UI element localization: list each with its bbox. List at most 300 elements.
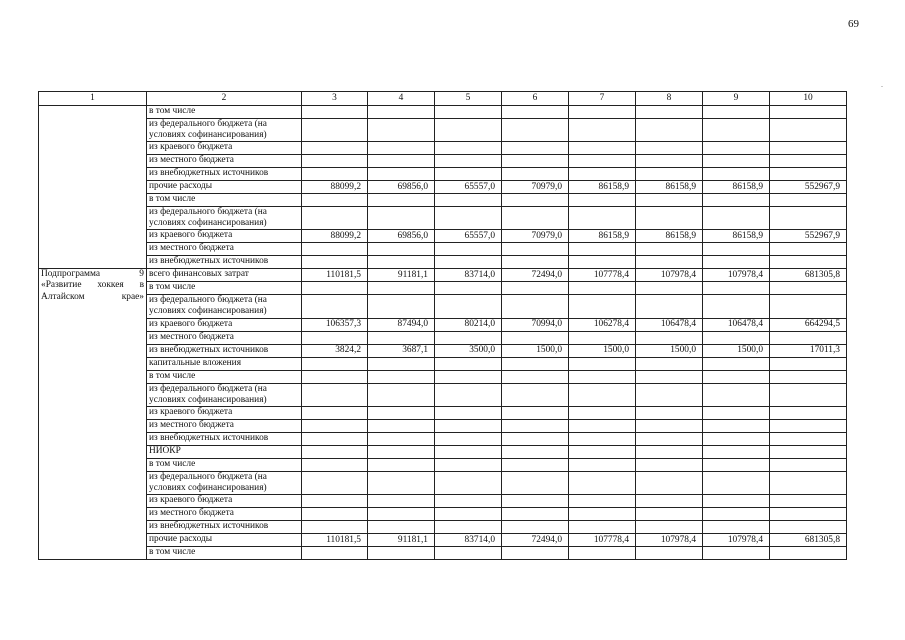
table-row xyxy=(39,445,847,458)
amount-cell xyxy=(770,432,847,445)
program-name-line: «Развитие хоккея в xyxy=(41,280,144,291)
amount-cell xyxy=(502,142,569,155)
amount-cell xyxy=(302,168,368,181)
amount-cell xyxy=(636,507,703,520)
amount-cell: 681305,8 xyxy=(770,533,847,546)
amount-cell: 1500,0 xyxy=(636,344,703,357)
expense-category-cell: в том числе xyxy=(147,282,302,295)
expense-category-cell: из внебюджетных источников xyxy=(147,168,302,181)
amount-cell xyxy=(636,295,703,318)
amount-cell xyxy=(368,546,435,559)
amount-cell: 106478,4 xyxy=(636,318,703,331)
amount-cell xyxy=(368,458,435,471)
amount-cell xyxy=(703,282,770,295)
table-row xyxy=(39,181,847,194)
amount-cell xyxy=(569,419,636,432)
amount-cell xyxy=(368,331,435,344)
amount-cell xyxy=(703,370,770,383)
expense-category-cell: из местного бюджета xyxy=(147,507,302,520)
amount-cell xyxy=(703,445,770,458)
amount-cell: 65557,0 xyxy=(435,230,502,243)
expense-category-cell: из краевого бюджета xyxy=(147,230,302,243)
expense-category-cell: из федерального бюджета (на условиях софинансирования) xyxy=(147,383,302,406)
amount-cell xyxy=(502,155,569,168)
amount-cell xyxy=(368,282,435,295)
amount-cell: 88099,2 xyxy=(302,181,368,194)
amount-cell xyxy=(770,142,847,155)
amount-cell xyxy=(368,419,435,432)
header-row xyxy=(39,92,847,106)
amount-cell xyxy=(636,207,703,230)
program-name-line: Подпрограмма 9 xyxy=(41,269,144,280)
amount-cell xyxy=(502,419,569,432)
expense-category-cell: из местного бюджета xyxy=(147,331,302,344)
amount-cell xyxy=(368,471,435,494)
table-row xyxy=(39,357,847,370)
amount-cell xyxy=(368,383,435,406)
amount-cell xyxy=(302,207,368,230)
amount-cell xyxy=(636,370,703,383)
program-name-line: Алтайском крае» xyxy=(41,291,144,302)
amount-cell xyxy=(569,207,636,230)
amount-cell xyxy=(703,546,770,559)
amount-cell xyxy=(703,419,770,432)
amount-cell: 664294,5 xyxy=(770,318,847,331)
amount-cell: 1500,0 xyxy=(703,344,770,357)
amount-cell xyxy=(435,256,502,269)
amount-cell xyxy=(435,471,502,494)
amount-cell xyxy=(569,106,636,119)
expense-category-cell: из местного бюджета xyxy=(147,155,302,168)
amount-cell xyxy=(569,243,636,256)
table-row xyxy=(39,419,847,432)
amount-cell xyxy=(302,458,368,471)
amount-cell xyxy=(502,520,569,533)
amount-cell xyxy=(703,383,770,406)
amount-cell xyxy=(368,432,435,445)
header-cell: 9 xyxy=(703,92,770,106)
amount-cell: 107978,4 xyxy=(636,269,703,282)
table-row xyxy=(39,106,847,119)
table-row xyxy=(39,546,847,559)
amount-cell xyxy=(368,243,435,256)
amount-cell xyxy=(302,331,368,344)
amount-cell xyxy=(636,168,703,181)
amount-cell xyxy=(435,142,502,155)
amount-cell xyxy=(770,331,847,344)
amount-cell xyxy=(703,432,770,445)
amount-cell xyxy=(302,155,368,168)
amount-cell xyxy=(435,432,502,445)
amount-cell xyxy=(636,282,703,295)
amount-cell xyxy=(569,520,636,533)
amount-cell: 552967,9 xyxy=(770,230,847,243)
amount-cell xyxy=(770,282,847,295)
amount-cell xyxy=(502,168,569,181)
amount-cell: 107978,4 xyxy=(703,533,770,546)
amount-cell xyxy=(435,155,502,168)
amount-cell xyxy=(502,119,569,142)
amount-cell: 3824,2 xyxy=(302,344,368,357)
amount-cell xyxy=(636,458,703,471)
header-cell: 10 xyxy=(770,92,847,106)
amount-cell xyxy=(435,419,502,432)
amount-cell: 83714,0 xyxy=(435,269,502,282)
amount-cell xyxy=(502,458,569,471)
table-row xyxy=(39,243,847,256)
amount-cell xyxy=(435,282,502,295)
table-row xyxy=(39,194,847,207)
amount-cell xyxy=(368,520,435,533)
amount-cell xyxy=(770,295,847,318)
amount-cell xyxy=(368,168,435,181)
amount-cell xyxy=(636,432,703,445)
amount-cell xyxy=(368,445,435,458)
amount-cell xyxy=(770,155,847,168)
amount-cell xyxy=(703,207,770,230)
table-row xyxy=(39,344,847,357)
amount-cell xyxy=(636,494,703,507)
amount-cell xyxy=(368,370,435,383)
expense-category-cell: в том числе xyxy=(147,458,302,471)
amount-cell xyxy=(502,282,569,295)
expense-category-cell: прочие расходы xyxy=(147,181,302,194)
amount-cell xyxy=(302,106,368,119)
amount-cell xyxy=(435,383,502,406)
amount-cell xyxy=(703,155,770,168)
amount-cell xyxy=(435,546,502,559)
amount-cell xyxy=(502,357,569,370)
amount-cell xyxy=(302,383,368,406)
amount-cell xyxy=(770,520,847,533)
table-row xyxy=(39,458,847,471)
amount-cell xyxy=(703,458,770,471)
amount-cell xyxy=(703,168,770,181)
amount-cell xyxy=(703,507,770,520)
amount-cell xyxy=(502,494,569,507)
expense-category-cell: из внебюджетных источников xyxy=(147,432,302,445)
amount-cell xyxy=(770,507,847,520)
amount-cell xyxy=(770,119,847,142)
expense-category-cell: из внебюджетных источников xyxy=(147,344,302,357)
amount-cell xyxy=(302,370,368,383)
amount-cell: 110181,5 xyxy=(302,269,368,282)
table-row xyxy=(39,269,847,282)
amount-cell xyxy=(770,494,847,507)
budget-table xyxy=(38,91,847,560)
amount-cell xyxy=(770,106,847,119)
amount-cell xyxy=(368,357,435,370)
amount-cell xyxy=(770,168,847,181)
header-cell: 8 xyxy=(636,92,703,106)
expense-category-cell: из краевого бюджета xyxy=(147,406,302,419)
amount-cell: 91181,1 xyxy=(368,269,435,282)
header-cell: 3 xyxy=(302,92,368,106)
amount-cell xyxy=(636,142,703,155)
table-row xyxy=(39,119,847,142)
amount-cell: 107978,4 xyxy=(636,533,703,546)
amount-cell xyxy=(502,106,569,119)
amount-cell xyxy=(302,194,368,207)
amount-cell xyxy=(569,155,636,168)
amount-cell xyxy=(435,507,502,520)
amount-cell xyxy=(302,419,368,432)
amount-cell: 3500,0 xyxy=(435,344,502,357)
amount-cell xyxy=(569,194,636,207)
amount-cell xyxy=(770,546,847,559)
expense-category-cell: всего финансовых затрат xyxy=(147,269,302,282)
table-row xyxy=(39,168,847,181)
amount-cell xyxy=(569,119,636,142)
amount-cell xyxy=(703,194,770,207)
amount-cell: 86158,9 xyxy=(703,230,770,243)
amount-cell: 17011,3 xyxy=(770,344,847,357)
expense-category-cell: из краевого бюджета xyxy=(147,494,302,507)
amount-cell xyxy=(435,194,502,207)
amount-cell xyxy=(368,194,435,207)
table-row xyxy=(39,295,847,318)
amount-cell xyxy=(569,282,636,295)
expense-category-cell: из федерального бюджета (на условиях софинансирования) xyxy=(147,207,302,230)
amount-cell xyxy=(703,494,770,507)
amount-cell xyxy=(703,106,770,119)
amount-cell xyxy=(502,406,569,419)
expense-category-cell: в том числе xyxy=(147,194,302,207)
amount-cell xyxy=(569,507,636,520)
amount-cell xyxy=(569,445,636,458)
amount-cell: 86158,9 xyxy=(703,181,770,194)
expense-category-cell: прочие расходы xyxy=(147,533,302,546)
amount-cell xyxy=(302,282,368,295)
amount-cell xyxy=(569,471,636,494)
amount-cell: 107978,4 xyxy=(703,269,770,282)
amount-cell: 70979,0 xyxy=(502,181,569,194)
expense-category-cell: из внебюджетных источников xyxy=(147,256,302,269)
amount-cell xyxy=(703,520,770,533)
amount-cell xyxy=(435,119,502,142)
amount-cell xyxy=(502,295,569,318)
amount-cell xyxy=(502,546,569,559)
amount-cell xyxy=(368,406,435,419)
amount-cell xyxy=(770,357,847,370)
amount-cell: 86158,9 xyxy=(569,230,636,243)
table-row xyxy=(39,533,847,546)
amount-cell xyxy=(368,142,435,155)
amount-cell: 87494,0 xyxy=(368,318,435,331)
amount-cell xyxy=(569,295,636,318)
expense-category-cell: из внебюджетных источников xyxy=(147,520,302,533)
amount-cell xyxy=(636,357,703,370)
amount-cell xyxy=(770,406,847,419)
program-name-cell xyxy=(39,106,147,269)
amount-cell xyxy=(770,383,847,406)
amount-cell xyxy=(636,520,703,533)
amount-cell xyxy=(770,243,847,256)
amount-cell: 69856,0 xyxy=(368,230,435,243)
amount-cell: 1500,0 xyxy=(569,344,636,357)
amount-cell xyxy=(368,207,435,230)
amount-cell xyxy=(435,445,502,458)
amount-cell: 106478,4 xyxy=(703,318,770,331)
amount-cell xyxy=(302,445,368,458)
amount-cell xyxy=(569,383,636,406)
table-row xyxy=(39,331,847,344)
amount-cell xyxy=(569,494,636,507)
header-cell: 4 xyxy=(368,92,435,106)
amount-cell xyxy=(636,546,703,559)
header-cell: 2 xyxy=(147,92,302,106)
table-row xyxy=(39,494,847,507)
amount-cell xyxy=(368,106,435,119)
amount-cell xyxy=(502,445,569,458)
table-row xyxy=(39,230,847,243)
amount-cell xyxy=(302,546,368,559)
amount-cell: 65557,0 xyxy=(435,181,502,194)
amount-cell xyxy=(435,357,502,370)
amount-cell xyxy=(502,256,569,269)
amount-cell xyxy=(703,243,770,256)
expense-category-cell: в том числе xyxy=(147,106,302,119)
amount-cell xyxy=(703,471,770,494)
amount-cell xyxy=(368,494,435,507)
amount-cell xyxy=(770,419,847,432)
amount-cell xyxy=(703,295,770,318)
expense-category-cell: из федерального бюджета (на условиях софинансирования) xyxy=(147,471,302,494)
expense-category-cell: из федерального бюджета (на условиях софинансирования) xyxy=(147,295,302,318)
amount-cell xyxy=(636,194,703,207)
amount-cell xyxy=(569,142,636,155)
table-row xyxy=(39,406,847,419)
expense-category-cell: из краевого бюджета xyxy=(147,142,302,155)
amount-cell xyxy=(302,256,368,269)
amount-cell xyxy=(435,168,502,181)
amount-cell xyxy=(302,494,368,507)
amount-cell xyxy=(502,194,569,207)
amount-cell xyxy=(302,357,368,370)
amount-cell xyxy=(636,256,703,269)
amount-cell xyxy=(636,445,703,458)
amount-cell: 80214,0 xyxy=(435,318,502,331)
amount-cell xyxy=(569,458,636,471)
margin-mark: . xyxy=(881,80,883,89)
amount-cell xyxy=(435,458,502,471)
amount-cell xyxy=(435,331,502,344)
amount-cell xyxy=(770,458,847,471)
table-row xyxy=(39,282,847,295)
table-row xyxy=(39,318,847,331)
table-row xyxy=(39,155,847,168)
amount-cell: 107778,4 xyxy=(569,533,636,546)
amount-cell: 91181,1 xyxy=(368,533,435,546)
amount-cell xyxy=(636,383,703,406)
amount-cell xyxy=(636,406,703,419)
table-row xyxy=(39,256,847,269)
amount-cell xyxy=(636,471,703,494)
amount-cell xyxy=(368,256,435,269)
amount-cell: 3687,1 xyxy=(368,344,435,357)
expense-category-cell: НИОКР xyxy=(147,445,302,458)
amount-cell xyxy=(770,256,847,269)
amount-cell xyxy=(703,357,770,370)
amount-cell xyxy=(435,406,502,419)
amount-cell xyxy=(302,142,368,155)
amount-cell xyxy=(703,142,770,155)
amount-cell xyxy=(435,370,502,383)
amount-cell xyxy=(502,432,569,445)
amount-cell: 72494,0 xyxy=(502,533,569,546)
amount-cell xyxy=(435,494,502,507)
amount-cell xyxy=(502,207,569,230)
amount-cell xyxy=(302,432,368,445)
table-row xyxy=(39,383,847,406)
amount-cell: 69856,0 xyxy=(368,181,435,194)
table-row xyxy=(39,432,847,445)
amount-cell: 681305,8 xyxy=(770,269,847,282)
amount-cell xyxy=(703,256,770,269)
amount-cell xyxy=(502,370,569,383)
amount-cell xyxy=(302,295,368,318)
amount-cell: 88099,2 xyxy=(302,230,368,243)
amount-cell xyxy=(435,295,502,318)
amount-cell xyxy=(569,432,636,445)
amount-cell: 552967,9 xyxy=(770,181,847,194)
program-name-cell xyxy=(39,269,147,560)
amount-cell xyxy=(502,331,569,344)
amount-cell: 1500,0 xyxy=(502,344,569,357)
amount-cell xyxy=(302,520,368,533)
amount-cell xyxy=(569,406,636,419)
table-row xyxy=(39,370,847,383)
amount-cell xyxy=(770,194,847,207)
expense-category-cell: из местного бюджета xyxy=(147,243,302,256)
page-number: 69 xyxy=(848,18,859,30)
amount-cell xyxy=(770,207,847,230)
amount-cell xyxy=(636,119,703,142)
amount-cell xyxy=(368,507,435,520)
amount-cell: 70994,0 xyxy=(502,318,569,331)
expense-category-cell: из федерального бюджета (на условиях софинансирования) xyxy=(147,119,302,142)
table-row xyxy=(39,471,847,494)
amount-cell xyxy=(435,243,502,256)
amount-cell xyxy=(636,331,703,344)
table-row xyxy=(39,507,847,520)
amount-cell: 72494,0 xyxy=(502,269,569,282)
amount-cell xyxy=(435,106,502,119)
amount-cell xyxy=(502,243,569,256)
amount-cell xyxy=(569,546,636,559)
expense-category-cell: капитальные вложения xyxy=(147,357,302,370)
header-cell: 5 xyxy=(435,92,502,106)
amount-cell xyxy=(636,106,703,119)
amount-cell: 106357,3 xyxy=(302,318,368,331)
amount-cell xyxy=(569,256,636,269)
table-body xyxy=(39,92,847,560)
amount-cell xyxy=(770,471,847,494)
amount-cell xyxy=(770,445,847,458)
amount-cell: 106278,4 xyxy=(569,318,636,331)
amount-cell: 107778,4 xyxy=(569,269,636,282)
amount-cell xyxy=(302,471,368,494)
amount-cell xyxy=(435,520,502,533)
amount-cell xyxy=(302,243,368,256)
amount-cell: 110181,5 xyxy=(302,533,368,546)
amount-cell xyxy=(569,357,636,370)
expense-category-cell: в том числе xyxy=(147,546,302,559)
table-row xyxy=(39,142,847,155)
amount-cell xyxy=(435,207,502,230)
amount-cell xyxy=(502,507,569,520)
amount-cell xyxy=(636,155,703,168)
